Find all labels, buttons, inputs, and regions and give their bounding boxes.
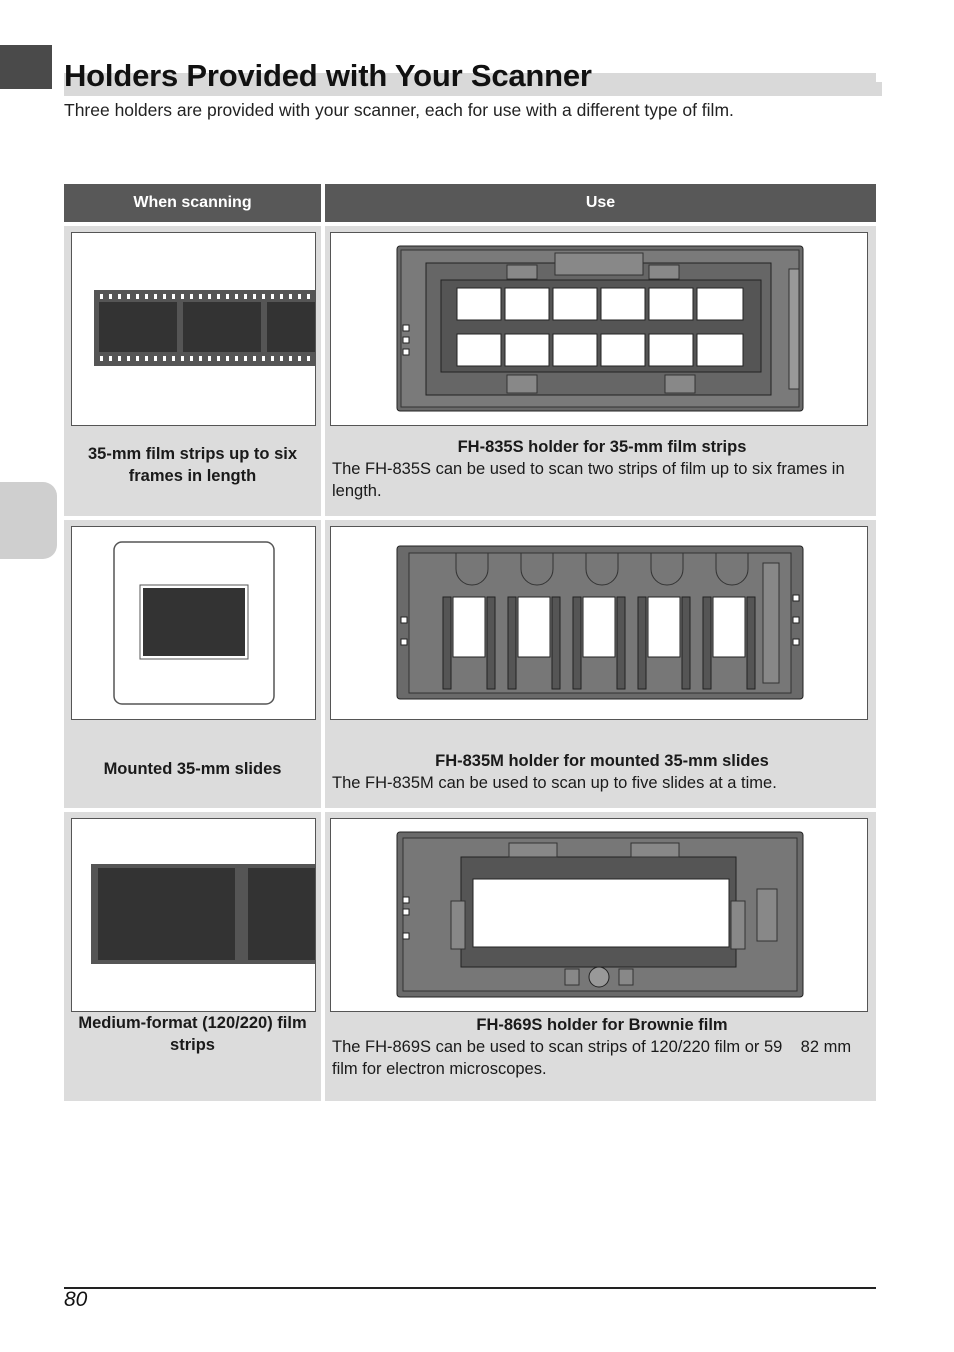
- table-row: [64, 226, 876, 516]
- fh-835s-holder-illustration: [330, 232, 868, 426]
- header-when-scanning: When scanning: [64, 184, 321, 222]
- use-cell: [325, 226, 876, 516]
- fh-869s-holder-illustration: [330, 818, 868, 1012]
- when-cell: [64, 812, 321, 1101]
- use-description: [332, 1014, 872, 1080]
- holder-name: FH-835M holder for mounted 35-mm slides: [435, 752, 769, 770]
- page-number: 80: [64, 1288, 88, 1311]
- film-strip-35mm-illustration: [71, 232, 316, 426]
- use-cell: [325, 520, 876, 808]
- chapter-corner-tab: [0, 45, 52, 89]
- table-row: [64, 812, 876, 1101]
- when-label: 35-mm film strips up to six frames in length: [87, 445, 298, 485]
- use-cell: [325, 812, 876, 1101]
- when-label: Mounted 35-mm slides: [103, 760, 282, 778]
- holder-description: The FH-869S can be used to scan strips of 120/220 film or 59 82 mm film for electron microscopes.: [332, 1038, 856, 1078]
- chapter-side-tab: [0, 482, 57, 559]
- use-description: [332, 436, 872, 502]
- mounted-slide-illustration: [71, 526, 316, 720]
- use-description: [332, 750, 872, 794]
- when-label: Medium-format (120/220) film strips: [78, 1014, 307, 1054]
- table-row: [64, 520, 876, 808]
- when-cell: [64, 520, 321, 808]
- holder-description: The FH-835S can be used to scan two strips of film up to six frames in length.: [332, 460, 845, 500]
- header-use: Use: [325, 184, 876, 222]
- page-title: Holders Provided with Your Scanner: [64, 58, 592, 93]
- fh-835m-holder-illustration: [330, 526, 868, 720]
- intro-text: Three holders are provided with your scanner, each for use with a different type of film.: [64, 100, 734, 120]
- holder-name: FH-869S holder for Brownie film: [476, 1016, 728, 1034]
- holder-name: FH-835S holder for 35-mm film strips: [457, 438, 747, 456]
- footer-rule: [64, 1287, 876, 1289]
- holder-description: The FH-835M can be used to scan up to five slides at a time.: [332, 774, 777, 792]
- when-cell: [64, 226, 321, 516]
- medium-format-film-illustration: [71, 818, 316, 1012]
